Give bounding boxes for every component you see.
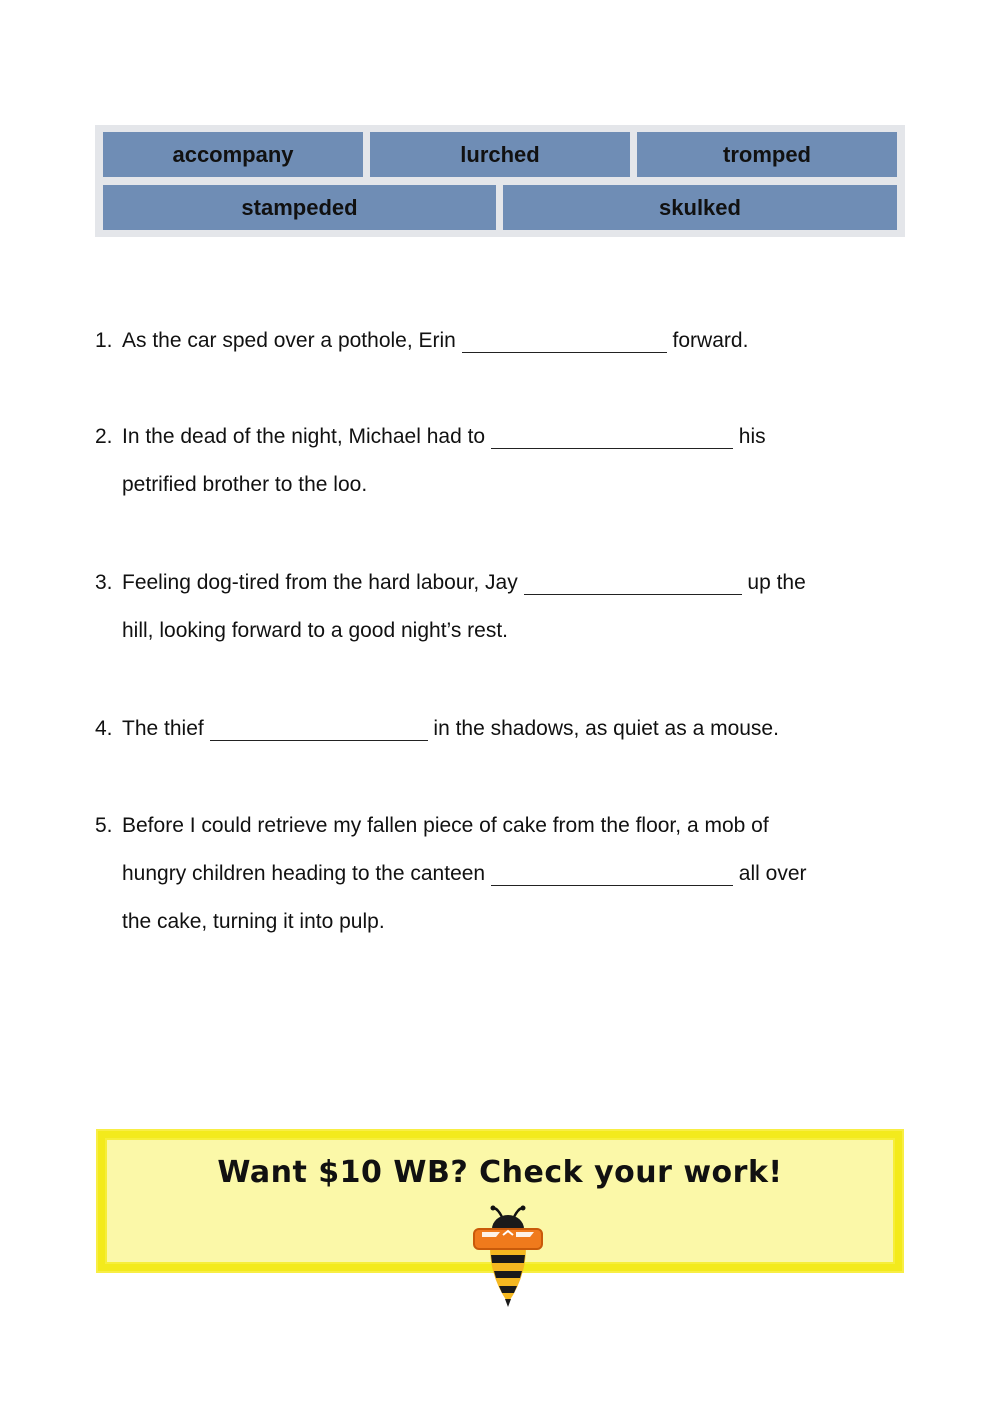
question-text: up the (747, 571, 806, 594)
word-tile-accompany[interactable]: accompany (103, 132, 363, 177)
question-2 (95, 413, 895, 509)
question-text: hungry children heading to the canteen (122, 862, 486, 885)
word-bank (95, 125, 905, 237)
answer-blank-4[interactable] (210, 720, 428, 741)
banner-text: Want $10 WB? Check your work! (217, 1155, 783, 1190)
word-tile-tromped[interactable]: tromped (637, 132, 897, 177)
answer-blank-5[interactable] (491, 865, 733, 886)
question-4 (95, 705, 895, 753)
question-text: petrified brother to the loo. (122, 473, 368, 496)
question-1 (95, 317, 895, 365)
question-text: forward. (672, 329, 749, 352)
question-text: As the car sped over a pothole, Erin (122, 329, 456, 352)
question-text: In the dead of the night, Michael had to (122, 425, 486, 448)
question-5 (95, 802, 895, 946)
answer-blank-1[interactable] (462, 332, 667, 353)
question-text: in the shadows, as quiet as a mouse. (433, 717, 779, 740)
answer-blank-2[interactable] (491, 428, 733, 449)
bee-with-sunglasses-icon (470, 1205, 546, 1311)
word-tile-skulked[interactable]: skulked (503, 185, 897, 230)
question-text: all over (738, 862, 807, 885)
question-text: Before I could retrieve my fallen piece of cake from the floor, a mob of (122, 814, 769, 837)
word-tile-lurched[interactable]: lurched (370, 132, 630, 177)
question-text: his (738, 425, 766, 448)
question-number: 5. (95, 814, 113, 837)
question-number: 4. (95, 717, 113, 740)
answer-blank-3[interactable] (524, 574, 742, 595)
question-number: 1. (95, 329, 113, 352)
question-number: 3. (95, 571, 113, 594)
question-number: 2. (95, 425, 113, 448)
question-text: Feeling dog-tired from the hard labour, Jay (122, 571, 518, 594)
question-text: the cake, turning it into pulp. (122, 910, 385, 933)
word-tile-stampeded[interactable]: stampeded (103, 185, 496, 230)
question-text: hill, looking forward to a good night’s rest. (122, 619, 508, 642)
question-text: The thief (122, 717, 204, 740)
question-3 (95, 559, 895, 655)
